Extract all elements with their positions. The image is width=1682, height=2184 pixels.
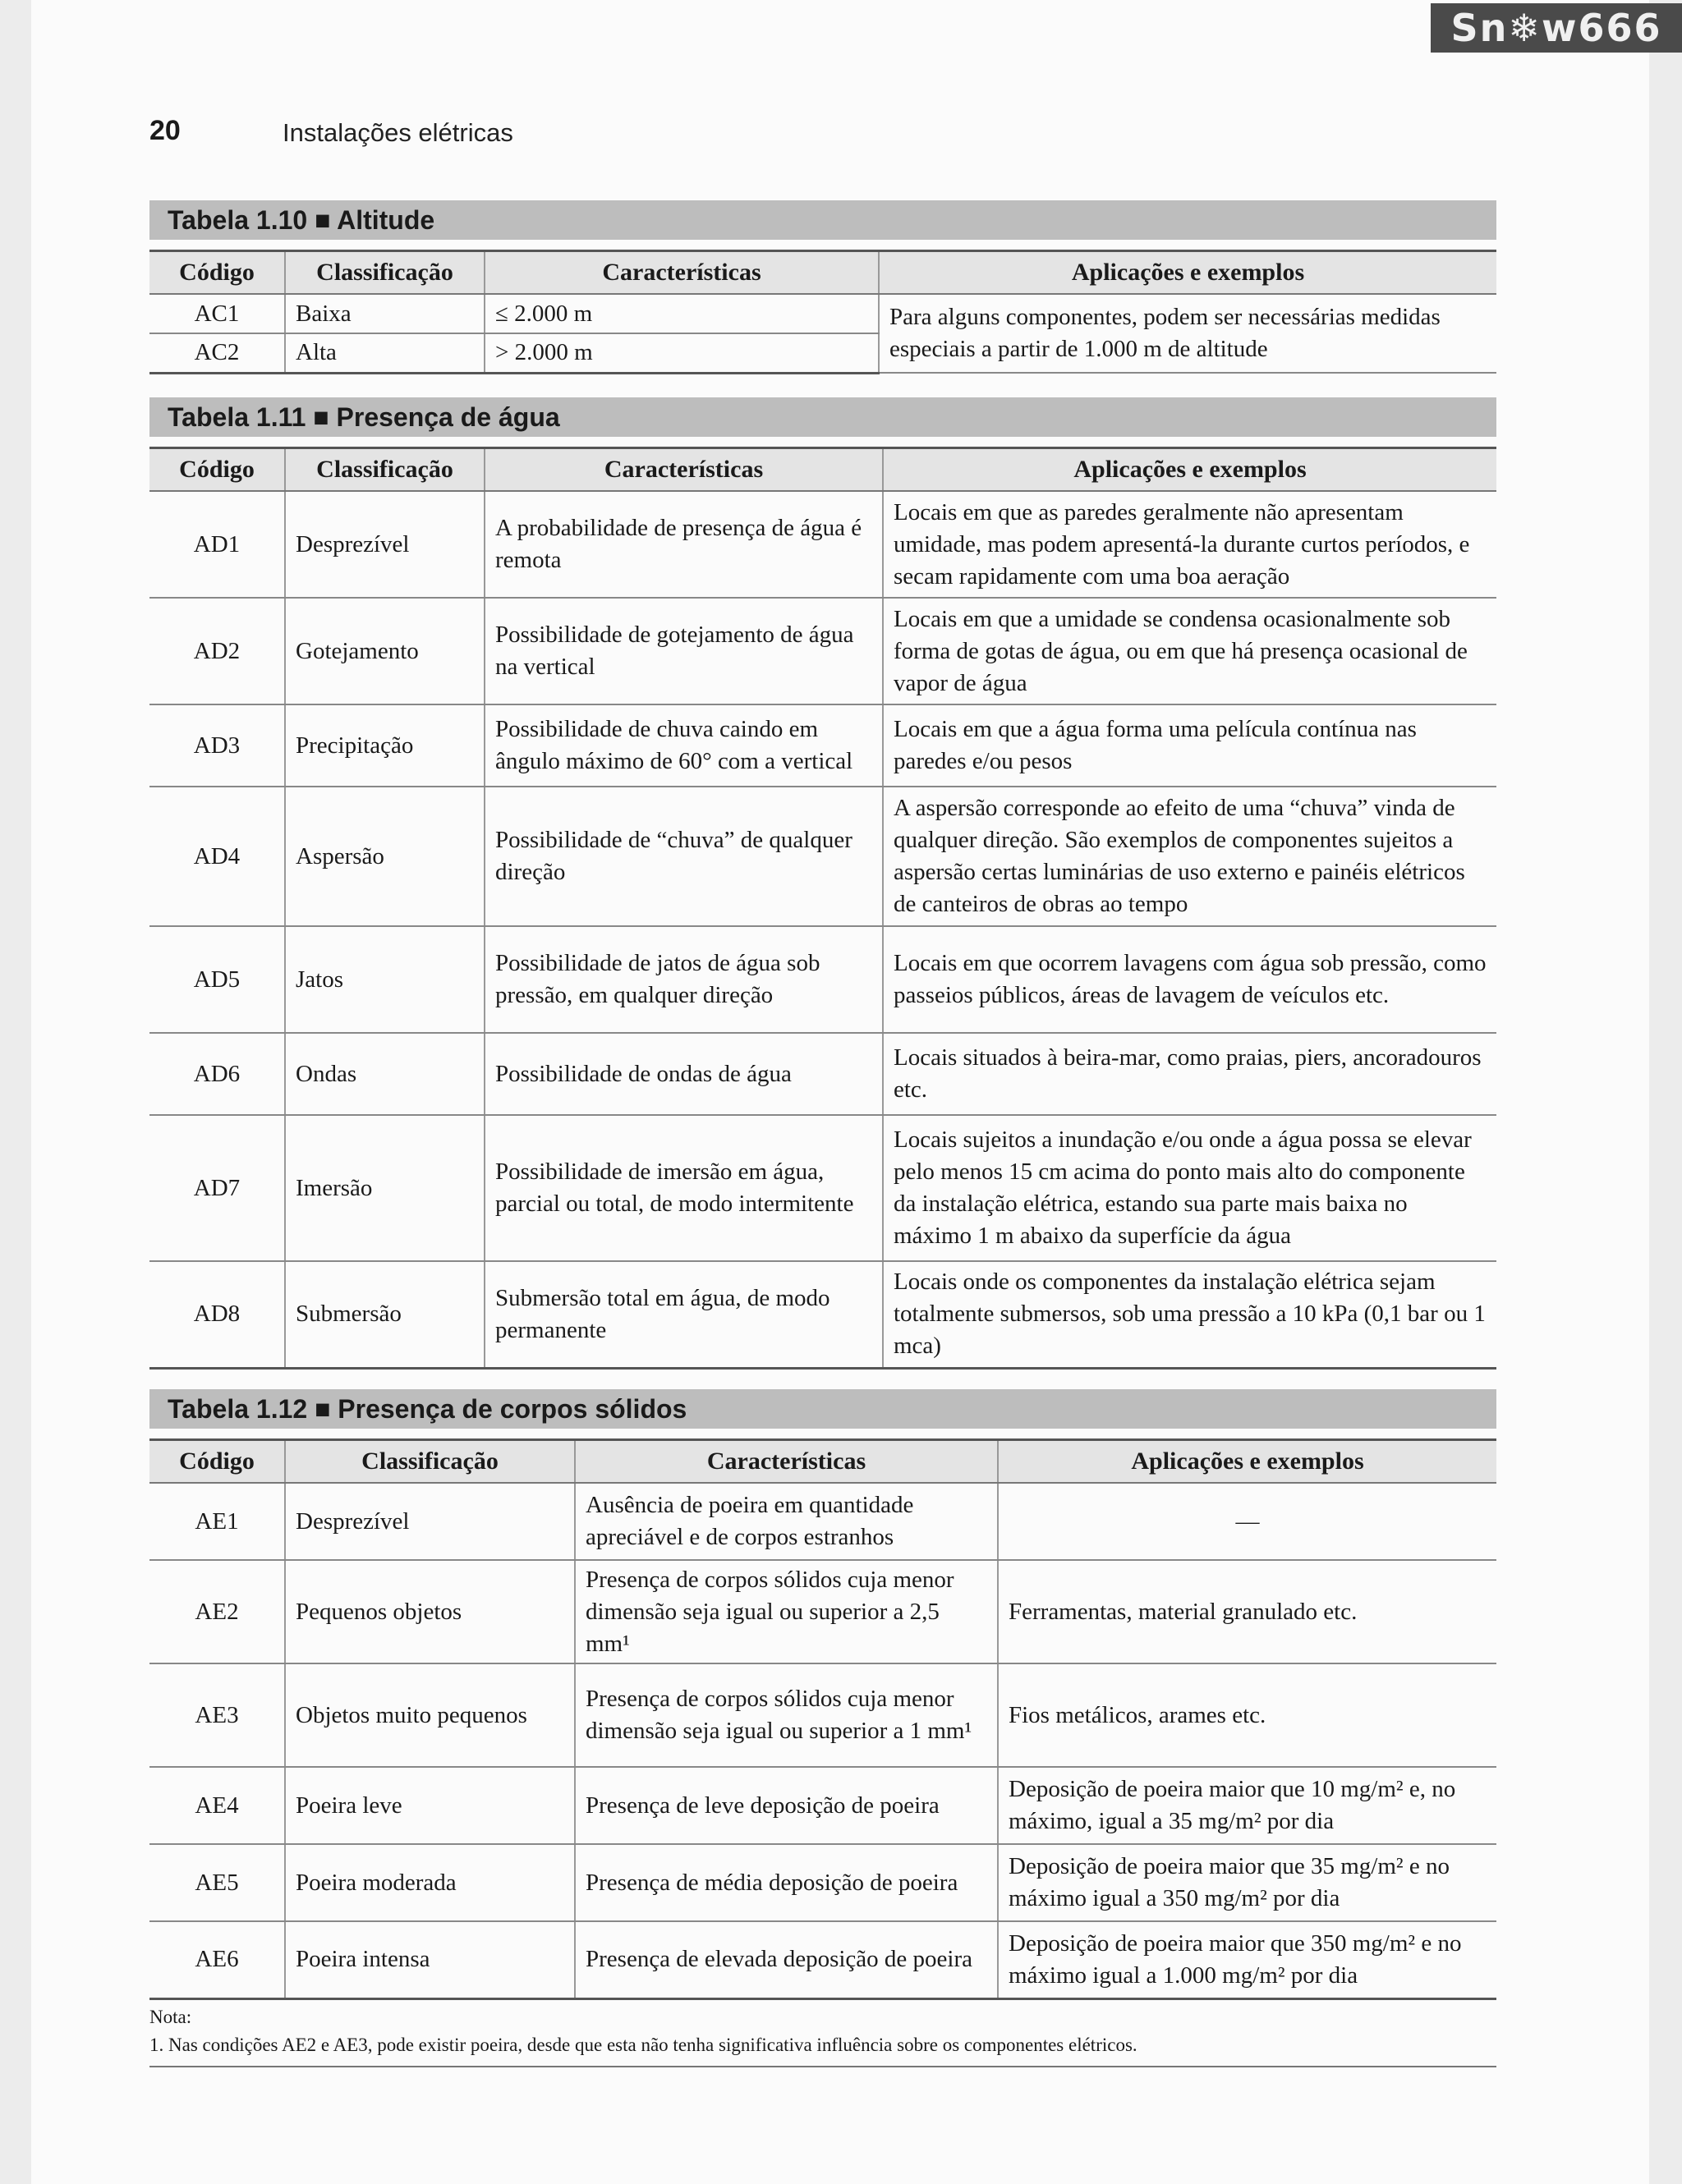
table-header-row	[149, 1440, 1496, 1484]
table-row	[149, 1663, 1496, 1767]
code-cell: AD1	[149, 491, 285, 598]
page-number: 20	[149, 115, 181, 146]
column-header: Características	[485, 448, 883, 492]
table-title: Tabela 1.12 ■ Presença de corpos sólidos	[149, 1389, 1496, 1429]
characteristics-cell: Submersão total em água, de modo permanente	[485, 1261, 883, 1368]
column-header: Classificação	[285, 251, 485, 295]
table-row	[149, 1844, 1496, 1921]
note-label: Nota:	[149, 2007, 192, 2027]
code-cell: AE3	[149, 1663, 285, 1767]
code-cell: AD7	[149, 1115, 285, 1261]
table-row	[149, 1033, 1496, 1115]
classification-cell: Alta	[285, 333, 485, 373]
code-cell: AC2	[149, 333, 285, 373]
characteristics-cell: Possibilidade de imersão em água, parcial ou total, de modo intermitente	[485, 1115, 883, 1261]
characteristics-cell: Presença de leve deposição de poeira	[575, 1767, 998, 1844]
classification-cell: Ondas	[285, 1033, 485, 1115]
table-row	[149, 704, 1496, 787]
classification-cell: Pequenos objetos	[285, 1560, 575, 1663]
table-row	[149, 1115, 1496, 1261]
table-row	[149, 598, 1496, 704]
column-header: Aplicações e exemplos	[883, 448, 1496, 492]
classification-cell: Poeira leve	[285, 1767, 575, 1844]
code-cell: AE5	[149, 1844, 285, 1921]
column-header: Código	[149, 1440, 285, 1484]
applications-cell: —	[998, 1483, 1496, 1560]
column-header: Classificação	[285, 448, 485, 492]
column-header: Código	[149, 251, 285, 295]
code-cell: AC1	[149, 294, 285, 333]
table-header-row	[149, 448, 1496, 492]
characteristics-cell: Presença de elevada deposição de poeira	[575, 1921, 998, 1998]
table-row	[149, 787, 1496, 926]
table-header-row	[149, 251, 1496, 295]
table-row	[149, 1921, 1496, 1998]
column-header: Características	[485, 251, 879, 295]
classification-cell: Submersão	[285, 1261, 485, 1368]
applications-cell: Para alguns componentes, podem ser necessárias medidas especiais a partir de 1.000 m de altitude	[879, 294, 1496, 373]
solids-table	[149, 1438, 1496, 2000]
applications-cell: Fios metálicos, arames etc.	[998, 1663, 1496, 1767]
altitude-table	[149, 250, 1496, 374]
table-row	[149, 926, 1496, 1033]
classification-cell: Poeira intensa	[285, 1921, 575, 1998]
code-cell: AD6	[149, 1033, 285, 1115]
classification-cell: Gotejamento	[285, 598, 485, 704]
classification-cell: Desprezível	[285, 1483, 575, 1560]
running-title: Instalações elétricas	[283, 118, 513, 147]
column-header: Aplicações e exemplos	[879, 251, 1496, 295]
water-table	[149, 447, 1496, 1370]
column-header: Características	[575, 1440, 998, 1484]
applications-cell: Locais onde os componentes da instalação elétrica sejam totalmente submersos, sob uma pressão a 10 kPa (0,1 bar ou 1 mca)	[883, 1261, 1496, 1368]
code-cell: AE4	[149, 1767, 285, 1844]
classification-cell: Objetos muito pequenos	[285, 1663, 575, 1767]
table-row	[149, 1483, 1496, 1560]
table-note	[149, 2003, 1496, 2067]
characteristics-cell: Possibilidade de jatos de água sob pressão, em qualquer direção	[485, 926, 883, 1033]
column-header: Código	[149, 448, 285, 492]
note-text: 1. Nas condições AE2 e AE3, pode existir poeira, desde que esta não tenha significativa influência sobre os componentes elétricos.	[149, 2035, 1137, 2055]
column-header: Aplicações e exemplos	[998, 1440, 1496, 1484]
table-title: Tabela 1.10 ■ Altitude	[149, 200, 1496, 240]
classification-cell: Desprezível	[285, 491, 485, 598]
applications-cell: Deposição de poeira maior que 35 mg/m² e no máximo igual a 350 mg/m² por dia	[998, 1844, 1496, 1921]
table-altitude	[149, 200, 1496, 374]
table-row	[149, 294, 1496, 333]
applications-cell: A aspersão corresponde ao efeito de uma “chuva” vinda de qualquer direção. São exemplos de componentes sujeitos a aspersão certas luminárias de uso externo e painéis elétricos de canteiros de obras ao tempo	[883, 787, 1496, 926]
classification-cell: Precipitação	[285, 704, 485, 787]
classification-cell: Jatos	[285, 926, 485, 1033]
applications-cell: Locais em que as paredes geralmente não apresentam umidade, mas podem apresentá-la durante curtos períodos, e secam rapidamente com uma boa aeração	[883, 491, 1496, 598]
characteristics-cell: Presença de corpos sólidos cuja menor dimensão seja igual ou superior a 1 mm¹	[575, 1663, 998, 1767]
characteristics-cell: > 2.000 m	[485, 333, 879, 373]
column-header: Classificação	[285, 1440, 575, 1484]
characteristics-cell: Presença de corpos sólidos cuja menor dimensão seja igual ou superior a 2,5 mm¹	[575, 1560, 998, 1663]
table-row	[149, 1560, 1496, 1663]
applications-cell: Locais sujeitos a inundação e/ou onde a água possa se elevar pelo menos 15 cm acima do ponto mais alto do componente da instalação elétrica, estando sua parte mais baixa no máximo 1 m abaixo da superfície da água	[883, 1115, 1496, 1261]
table-row	[149, 1767, 1496, 1844]
table-title: Tabela 1.11 ■ Presença de água	[149, 397, 1496, 437]
applications-cell: Ferramentas, material granulado etc.	[998, 1560, 1496, 1663]
table-solids	[149, 1389, 1496, 2000]
applications-cell: Locais em que a água forma uma película contínua nas paredes e/ou pesos	[883, 704, 1496, 787]
applications-cell: Locais em que ocorrem lavagens com água sob pressão, como passeios públicos, áreas de lavagem de veículos etc.	[883, 926, 1496, 1033]
table-row	[149, 1261, 1496, 1368]
watermark-logo: Sn❄w666	[1431, 3, 1682, 53]
applications-cell: Locais situados à beira-mar, como praias, piers, ancoradouros etc.	[883, 1033, 1496, 1115]
characteristics-cell: Ausência de poeira em quantidade apreciável e de corpos estranhos	[575, 1483, 998, 1560]
characteristics-cell: Possibilidade de ondas de água	[485, 1033, 883, 1115]
classification-cell: Imersão	[285, 1115, 485, 1261]
applications-cell: Locais em que a umidade se condensa ocasionalmente sob forma de gotas de água, ou em que há presença ocasional de vapor de água	[883, 598, 1496, 704]
running-header	[149, 115, 1496, 156]
table-water	[149, 397, 1496, 1370]
code-cell: AD4	[149, 787, 285, 926]
table-row	[149, 491, 1496, 598]
classification-cell: Baixa	[285, 294, 485, 333]
applications-cell: Deposição de poeira maior que 10 mg/m² e, no máximo, igual a 35 mg/m² por dia	[998, 1767, 1496, 1844]
classification-cell: Poeira moderada	[285, 1844, 575, 1921]
classification-cell: Aspersão	[285, 787, 485, 926]
characteristics-cell: Possibilidade de “chuva” de qualquer direção	[485, 787, 883, 926]
characteristics-cell: Possibilidade de gotejamento de água na vertical	[485, 598, 883, 704]
code-cell: AD8	[149, 1261, 285, 1368]
characteristics-cell: Presença de média deposição de poeira	[575, 1844, 998, 1921]
characteristics-cell: ≤ 2.000 m	[485, 294, 879, 333]
code-cell: AE6	[149, 1921, 285, 1998]
characteristics-cell: Possibilidade de chuva caindo em ângulo máximo de 60° com a vertical	[485, 704, 883, 787]
characteristics-cell: A probabilidade de presença de água é remota	[485, 491, 883, 598]
code-cell: AE1	[149, 1483, 285, 1560]
code-cell: AD5	[149, 926, 285, 1033]
code-cell: AE2	[149, 1560, 285, 1663]
code-cell: AD3	[149, 704, 285, 787]
applications-cell: Deposição de poeira maior que 350 mg/m² e no máximo igual a 1.000 mg/m² por dia	[998, 1921, 1496, 1998]
code-cell: AD2	[149, 598, 285, 704]
